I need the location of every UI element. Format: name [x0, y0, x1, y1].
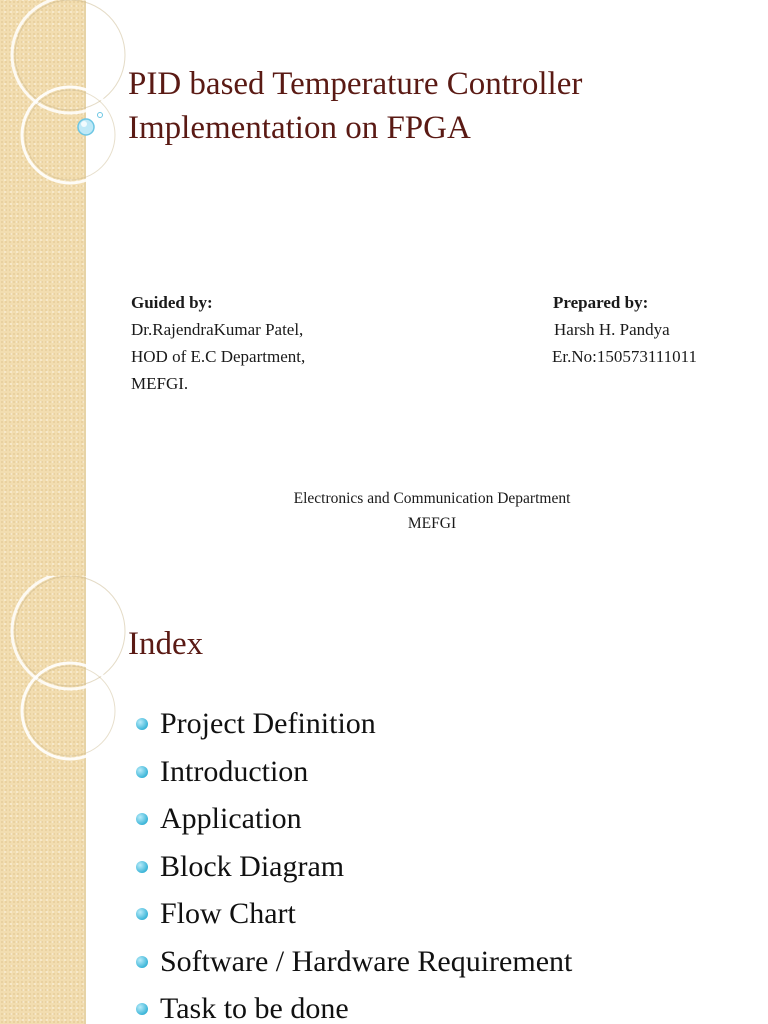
bullet-icon [136, 908, 148, 920]
guide-role: HOD of E.C Department, [131, 347, 306, 366]
index-item-label: Application [160, 802, 302, 835]
bullet-icon [136, 766, 148, 778]
bullet-icon [136, 813, 148, 825]
index-item [136, 700, 572, 748]
index-item-label: Flow Chart [160, 897, 296, 930]
index-title: Index [128, 626, 204, 662]
index-list [136, 700, 572, 1024]
guide-org: MEFGI. [131, 374, 189, 393]
bullet-icon [136, 956, 148, 968]
index-slide [0, 576, 768, 1024]
index-item-label: Project Definition [160, 707, 376, 740]
index-item-label: Task to be done [160, 992, 349, 1024]
index-item-label: Software / Hardware Requirement [160, 944, 573, 978]
title-line-1: PID based Temperature Controller [128, 66, 583, 102]
bullet-icon [136, 1003, 148, 1015]
slide-title [128, 62, 748, 150]
guided-by-block [131, 289, 305, 397]
index-item [136, 843, 572, 891]
index-item [136, 748, 572, 796]
department-block [0, 486, 768, 536]
title-line-2: Implementation on FPGA [128, 110, 471, 146]
bullet-icon [136, 861, 148, 873]
guided-by-heading: Guided by: [131, 293, 213, 312]
strip-divider [84, 576, 86, 1024]
prepared-by-block [552, 289, 697, 370]
bullet-icon [136, 718, 148, 730]
index-item [136, 795, 572, 843]
index-item-label: Introduction [160, 754, 309, 788]
index-item [136, 938, 572, 986]
author-name: Harsh H. Pandya [554, 320, 670, 339]
index-item-label: Block Diagram [160, 849, 345, 883]
department-name: Electronics and Communication Department [293, 490, 571, 507]
index-item [136, 890, 572, 938]
enrollment-number: Er.No:150573111011 [552, 347, 697, 366]
index-item [136, 985, 572, 1024]
decorative-side-strip [0, 576, 84, 1024]
institute-name: MEFGI [407, 515, 457, 532]
guide-name: Dr.RajendraKumar Patel, [131, 320, 304, 339]
prepared-by-heading: Prepared by: [553, 293, 649, 312]
